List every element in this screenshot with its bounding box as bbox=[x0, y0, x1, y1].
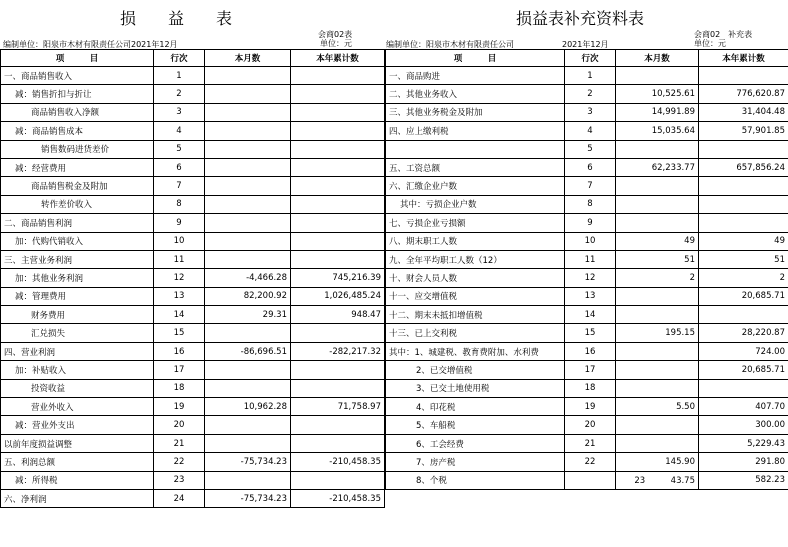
line-cell: 7 bbox=[154, 177, 205, 195]
month-value: 62,233.77 bbox=[616, 158, 699, 176]
table-row bbox=[1, 398, 385, 416]
line-cell: 8 bbox=[565, 195, 616, 213]
table-row bbox=[1, 471, 385, 489]
table-row bbox=[1, 195, 385, 213]
month-value bbox=[616, 177, 699, 195]
item-cell: 减：商品销售成本 bbox=[1, 122, 154, 140]
month-value bbox=[205, 361, 291, 379]
item-cell: 减：营业外支出 bbox=[1, 416, 154, 434]
line-cell: 23 bbox=[154, 471, 205, 489]
year-value bbox=[291, 140, 385, 158]
table-row bbox=[386, 306, 788, 324]
table-row bbox=[386, 103, 788, 121]
item-cell: 八、期末职工人数 bbox=[386, 232, 565, 250]
year-value: 71,758.97 bbox=[291, 398, 385, 416]
line-cell: 22 bbox=[154, 453, 205, 471]
month-value bbox=[205, 232, 291, 250]
table-row bbox=[386, 232, 788, 250]
item-cell: 7、房产税 bbox=[386, 453, 565, 471]
line-cell: 14 bbox=[565, 306, 616, 324]
year-value: -282,217.32 bbox=[291, 342, 385, 360]
item-cell: 投资收益 bbox=[1, 379, 154, 397]
table-row bbox=[1, 324, 385, 342]
month-value: 15,035.64 bbox=[616, 122, 699, 140]
item-cell: 减：经营费用 bbox=[1, 158, 154, 176]
year-value bbox=[291, 195, 385, 213]
item-cell: 二、商品销售利润 bbox=[1, 214, 154, 232]
item-cell: 4、印花税 bbox=[386, 398, 565, 416]
month-value: 10,525.61 bbox=[616, 85, 699, 103]
item-cell: 十、财会人员人数 bbox=[386, 269, 565, 287]
table-row bbox=[1, 214, 385, 232]
table-row bbox=[386, 434, 788, 452]
line-cell: 9 bbox=[565, 214, 616, 232]
line-cell: 1 bbox=[565, 67, 616, 85]
table-row bbox=[1, 158, 385, 176]
year-value: 20,685.71 bbox=[699, 287, 788, 305]
item-cell: 财务费用 bbox=[1, 306, 154, 324]
item-cell: 二、其他业务收入 bbox=[386, 85, 565, 103]
table-row bbox=[1, 232, 385, 250]
month-value: 195.15 bbox=[616, 324, 699, 342]
month-value: -86,696.51 bbox=[205, 342, 291, 360]
table-row bbox=[386, 140, 788, 158]
line-cell: 2 bbox=[565, 85, 616, 103]
line-cell: 15 bbox=[565, 324, 616, 342]
table-row bbox=[1, 453, 385, 471]
table-row bbox=[1, 361, 385, 379]
line-cell: 20 bbox=[154, 416, 205, 434]
year-value: 2 bbox=[699, 269, 788, 287]
year-value: 5,229.43 bbox=[699, 434, 788, 452]
table-row bbox=[386, 287, 788, 305]
year-value bbox=[291, 250, 385, 268]
year-value bbox=[291, 471, 385, 489]
item-cell: 减：管理费用 bbox=[1, 287, 154, 305]
table-row bbox=[1, 434, 385, 452]
year-value bbox=[291, 85, 385, 103]
header-cell: 本年累计数 bbox=[291, 50, 385, 67]
item-cell: 转作差价收入 bbox=[1, 195, 154, 213]
table-row bbox=[1, 103, 385, 121]
item-cell: 其中：1、城建税、教育费附加、水利费 bbox=[386, 342, 565, 360]
year-value bbox=[291, 434, 385, 452]
line-cell: 8 bbox=[154, 195, 205, 213]
item-cell: 加：补贴收入 bbox=[1, 361, 154, 379]
table-row bbox=[1, 250, 385, 268]
line-cell: 10 bbox=[565, 232, 616, 250]
item-cell: 2、已交增值税 bbox=[386, 361, 565, 379]
item-cell: 销售数码进货差价 bbox=[1, 140, 154, 158]
table-row bbox=[386, 158, 788, 176]
item-cell: 商品销售税金及附加 bbox=[1, 177, 154, 195]
year-value: 28,220.87 bbox=[699, 324, 788, 342]
line-cell: 3 bbox=[565, 103, 616, 121]
month-value bbox=[205, 177, 291, 195]
item-cell: 以前年度损益调整 bbox=[1, 434, 154, 452]
year-value: 657,856.24 bbox=[699, 158, 788, 176]
header-cell: 行次 bbox=[154, 50, 205, 67]
month-value bbox=[616, 379, 699, 397]
year-value: 31,404.48 bbox=[699, 103, 788, 121]
line-cell: 3 bbox=[154, 103, 205, 121]
year-value bbox=[291, 379, 385, 397]
line-cell: 4 bbox=[154, 122, 205, 140]
item-cell: 三、其他业务税金及附加 bbox=[386, 103, 565, 121]
table-row bbox=[1, 287, 385, 305]
year-value bbox=[699, 67, 788, 85]
line-cell: 17 bbox=[565, 361, 616, 379]
month-value bbox=[205, 250, 291, 268]
year-value bbox=[699, 140, 788, 158]
year-value: 49 bbox=[699, 232, 788, 250]
item-cell: 三、主营业务利润 bbox=[1, 250, 154, 268]
item-cell: 商品销售收入净额 bbox=[1, 103, 154, 121]
line-cell: 18 bbox=[565, 379, 616, 397]
line-cell: 12 bbox=[154, 269, 205, 287]
line-cell: 6 bbox=[154, 158, 205, 176]
table-row bbox=[386, 269, 788, 287]
line-cell: 1 bbox=[154, 67, 205, 85]
header-cell: 行次 bbox=[565, 50, 616, 67]
line-cell: 16 bbox=[154, 342, 205, 360]
table-row bbox=[386, 416, 788, 434]
month-value bbox=[616, 416, 699, 434]
table-row bbox=[1, 140, 385, 158]
year-value bbox=[291, 67, 385, 85]
right-period: 2021年12月 bbox=[562, 40, 609, 49]
table-row bbox=[386, 214, 788, 232]
month-value bbox=[205, 85, 291, 103]
year-value bbox=[291, 122, 385, 140]
year-value: 582.23 bbox=[699, 471, 788, 489]
table-row bbox=[1, 379, 385, 397]
item-cell: 五、利润总额 bbox=[1, 453, 154, 471]
month-value bbox=[205, 158, 291, 176]
item-cell: 五、工资总额 bbox=[386, 158, 565, 176]
year-value bbox=[699, 177, 788, 195]
year-value: 724.00 bbox=[699, 342, 788, 360]
month-value bbox=[205, 195, 291, 213]
year-value: 291.80 bbox=[699, 453, 788, 471]
year-value bbox=[291, 103, 385, 121]
left-unit: 单位：元 bbox=[320, 39, 352, 48]
left-form-code: 会商02表 bbox=[318, 30, 353, 39]
line-cell: 21 bbox=[565, 434, 616, 452]
year-value bbox=[291, 361, 385, 379]
year-value bbox=[291, 158, 385, 176]
month-value: 29.31 bbox=[205, 306, 291, 324]
table-row bbox=[1, 489, 385, 507]
month-value bbox=[205, 324, 291, 342]
line-cell: 16 bbox=[565, 342, 616, 360]
table-row bbox=[386, 324, 788, 342]
item-cell: 8、个税 bbox=[386, 471, 565, 489]
line-cell: 11 bbox=[154, 250, 205, 268]
month-value bbox=[205, 471, 291, 489]
line-cell: 13 bbox=[154, 287, 205, 305]
month-value bbox=[616, 287, 699, 305]
line-cell: 19 bbox=[154, 398, 205, 416]
line-cell: 6 bbox=[565, 158, 616, 176]
year-value: 745,216.39 bbox=[291, 269, 385, 287]
year-value: -210,458.35 bbox=[291, 453, 385, 471]
line-cell: 21 bbox=[154, 434, 205, 452]
month-value bbox=[205, 140, 291, 158]
year-value: 300.00 bbox=[699, 416, 788, 434]
item-cell: 其中：亏损企业户数 bbox=[386, 195, 565, 213]
item-cell: 营业外收入 bbox=[1, 398, 154, 416]
table-row bbox=[1, 342, 385, 360]
table-row bbox=[1, 306, 385, 324]
item-cell: 四、应上缴利税 bbox=[386, 122, 565, 140]
item-cell: 加：其他业务利润 bbox=[1, 269, 154, 287]
item-cell: 十一、应交增值税 bbox=[386, 287, 565, 305]
table-row bbox=[386, 250, 788, 268]
item-cell: 十三、已上交利税 bbox=[386, 324, 565, 342]
year-value: 51 bbox=[699, 250, 788, 268]
month-value bbox=[616, 67, 699, 85]
item-cell: 汇兑损失 bbox=[1, 324, 154, 342]
year-value: 20,685.71 bbox=[699, 361, 788, 379]
table-row bbox=[386, 453, 788, 471]
header-cell: 本年累计数 bbox=[699, 50, 788, 67]
year-value bbox=[699, 306, 788, 324]
line-cell: 4 bbox=[565, 122, 616, 140]
month-value bbox=[616, 434, 699, 452]
month-value: -75,734.23 bbox=[205, 489, 291, 507]
month-value: 51 bbox=[616, 250, 699, 268]
month-value bbox=[205, 379, 291, 397]
item-cell: 九、全年平均职工人数（12） bbox=[386, 250, 565, 268]
year-value bbox=[699, 379, 788, 397]
month-value: 49 bbox=[616, 232, 699, 250]
item-cell: 减：所得税 bbox=[1, 471, 154, 489]
line-cell: 5 bbox=[565, 140, 616, 158]
right-form-code: 会商02 补充表 bbox=[694, 30, 753, 39]
year-value bbox=[291, 232, 385, 250]
line-cell: 14 bbox=[154, 306, 205, 324]
item-cell: 6、工会经费 bbox=[386, 434, 565, 452]
month-value: -4,466.28 bbox=[205, 269, 291, 287]
line-cell: 22 bbox=[565, 453, 616, 471]
month-value bbox=[205, 122, 291, 140]
line-cell: 9 bbox=[154, 214, 205, 232]
month-value bbox=[616, 306, 699, 324]
table-row bbox=[386, 67, 788, 85]
table-row bbox=[386, 342, 788, 360]
header-cell: 项 目 bbox=[1, 50, 154, 67]
line-cell: 12 bbox=[565, 269, 616, 287]
right-compiler: 编制单位：阳泉市木材有限责任公司 bbox=[386, 40, 514, 49]
item-cell: 十二、期末未抵扣增值税 bbox=[386, 306, 565, 324]
table-row bbox=[386, 361, 788, 379]
line-cell bbox=[565, 471, 616, 489]
year-value: 407.70 bbox=[699, 398, 788, 416]
month-value bbox=[205, 103, 291, 121]
month-value: 10,962.28 bbox=[205, 398, 291, 416]
table-row bbox=[1, 85, 385, 103]
table-row bbox=[1, 177, 385, 195]
item-cell: 3、已交土地使用税 bbox=[386, 379, 565, 397]
year-value bbox=[699, 195, 788, 213]
month-value bbox=[616, 361, 699, 379]
table-row bbox=[1, 67, 385, 85]
year-value bbox=[291, 214, 385, 232]
left-income-table bbox=[0, 49, 385, 508]
month-value bbox=[205, 416, 291, 434]
right-supplement-table bbox=[385, 49, 788, 490]
table-row bbox=[386, 177, 788, 195]
item-cell: 七、亏损企业亏损额 bbox=[386, 214, 565, 232]
month-value: 145.90 bbox=[616, 453, 699, 471]
table-row bbox=[1, 122, 385, 140]
month-value: 5.50 bbox=[616, 398, 699, 416]
item-cell: 加：代购代销收入 bbox=[1, 232, 154, 250]
month-value bbox=[205, 67, 291, 85]
year-value bbox=[291, 324, 385, 342]
line-cell: 13 bbox=[565, 287, 616, 305]
month-value: 23 43.75 bbox=[616, 471, 699, 489]
month-value: 2 bbox=[616, 269, 699, 287]
left-title: 损 益 表 bbox=[120, 9, 233, 28]
year-value: 776,620.87 bbox=[699, 85, 788, 103]
month-value bbox=[616, 140, 699, 158]
table-row bbox=[386, 379, 788, 397]
month-value bbox=[205, 214, 291, 232]
month-value bbox=[616, 214, 699, 232]
header-cell: 项 目 bbox=[386, 50, 565, 67]
item-cell: 六、汇缴企业户数 bbox=[386, 177, 565, 195]
line-cell: 2 bbox=[154, 85, 205, 103]
month-value bbox=[616, 342, 699, 360]
header-cell: 本月数 bbox=[616, 50, 699, 67]
line-cell: 5 bbox=[154, 140, 205, 158]
table-row bbox=[386, 122, 788, 140]
line-cell: 10 bbox=[154, 232, 205, 250]
line-cell: 15 bbox=[154, 324, 205, 342]
item-cell: 一、商品销售收入 bbox=[1, 67, 154, 85]
table-row bbox=[1, 416, 385, 434]
year-value: 948.47 bbox=[291, 306, 385, 324]
table-row bbox=[386, 85, 788, 103]
right-title: 损益表补充资料表 bbox=[516, 9, 645, 28]
table-row bbox=[386, 398, 788, 416]
line-cell: 19 bbox=[565, 398, 616, 416]
year-value: -210,458.35 bbox=[291, 489, 385, 507]
line-cell: 18 bbox=[154, 379, 205, 397]
line-cell: 7 bbox=[565, 177, 616, 195]
left-compiler: 编制单位：阳泉市木材有限责任公司2021年12月 bbox=[3, 40, 178, 49]
item-cell: 一、商品购进 bbox=[386, 67, 565, 85]
header-cell: 本月数 bbox=[205, 50, 291, 67]
right-unit: 单位：元 bbox=[694, 39, 726, 48]
item-cell: 四、营业利润 bbox=[1, 342, 154, 360]
line-cell: 20 bbox=[565, 416, 616, 434]
item-cell: 减：销售折扣与折让 bbox=[1, 85, 154, 103]
month-value: -75,734.23 bbox=[205, 453, 291, 471]
year-value bbox=[291, 416, 385, 434]
year-value bbox=[699, 214, 788, 232]
line-cell: 24 bbox=[154, 489, 205, 507]
line-cell: 11 bbox=[565, 250, 616, 268]
item-cell: 5、车船税 bbox=[386, 416, 565, 434]
month-value: 14,991.89 bbox=[616, 103, 699, 121]
year-value bbox=[291, 177, 385, 195]
month-value bbox=[205, 434, 291, 452]
year-value: 1,026,485.24 bbox=[291, 287, 385, 305]
table-row bbox=[386, 195, 788, 213]
table-row bbox=[1, 269, 385, 287]
month-value: 82,200.92 bbox=[205, 287, 291, 305]
month-value bbox=[616, 195, 699, 213]
table-row bbox=[386, 471, 788, 489]
year-value: 57,901.85 bbox=[699, 122, 788, 140]
line-cell: 17 bbox=[154, 361, 205, 379]
item-cell: 六、净利润 bbox=[1, 489, 154, 507]
item-cell bbox=[386, 140, 565, 158]
